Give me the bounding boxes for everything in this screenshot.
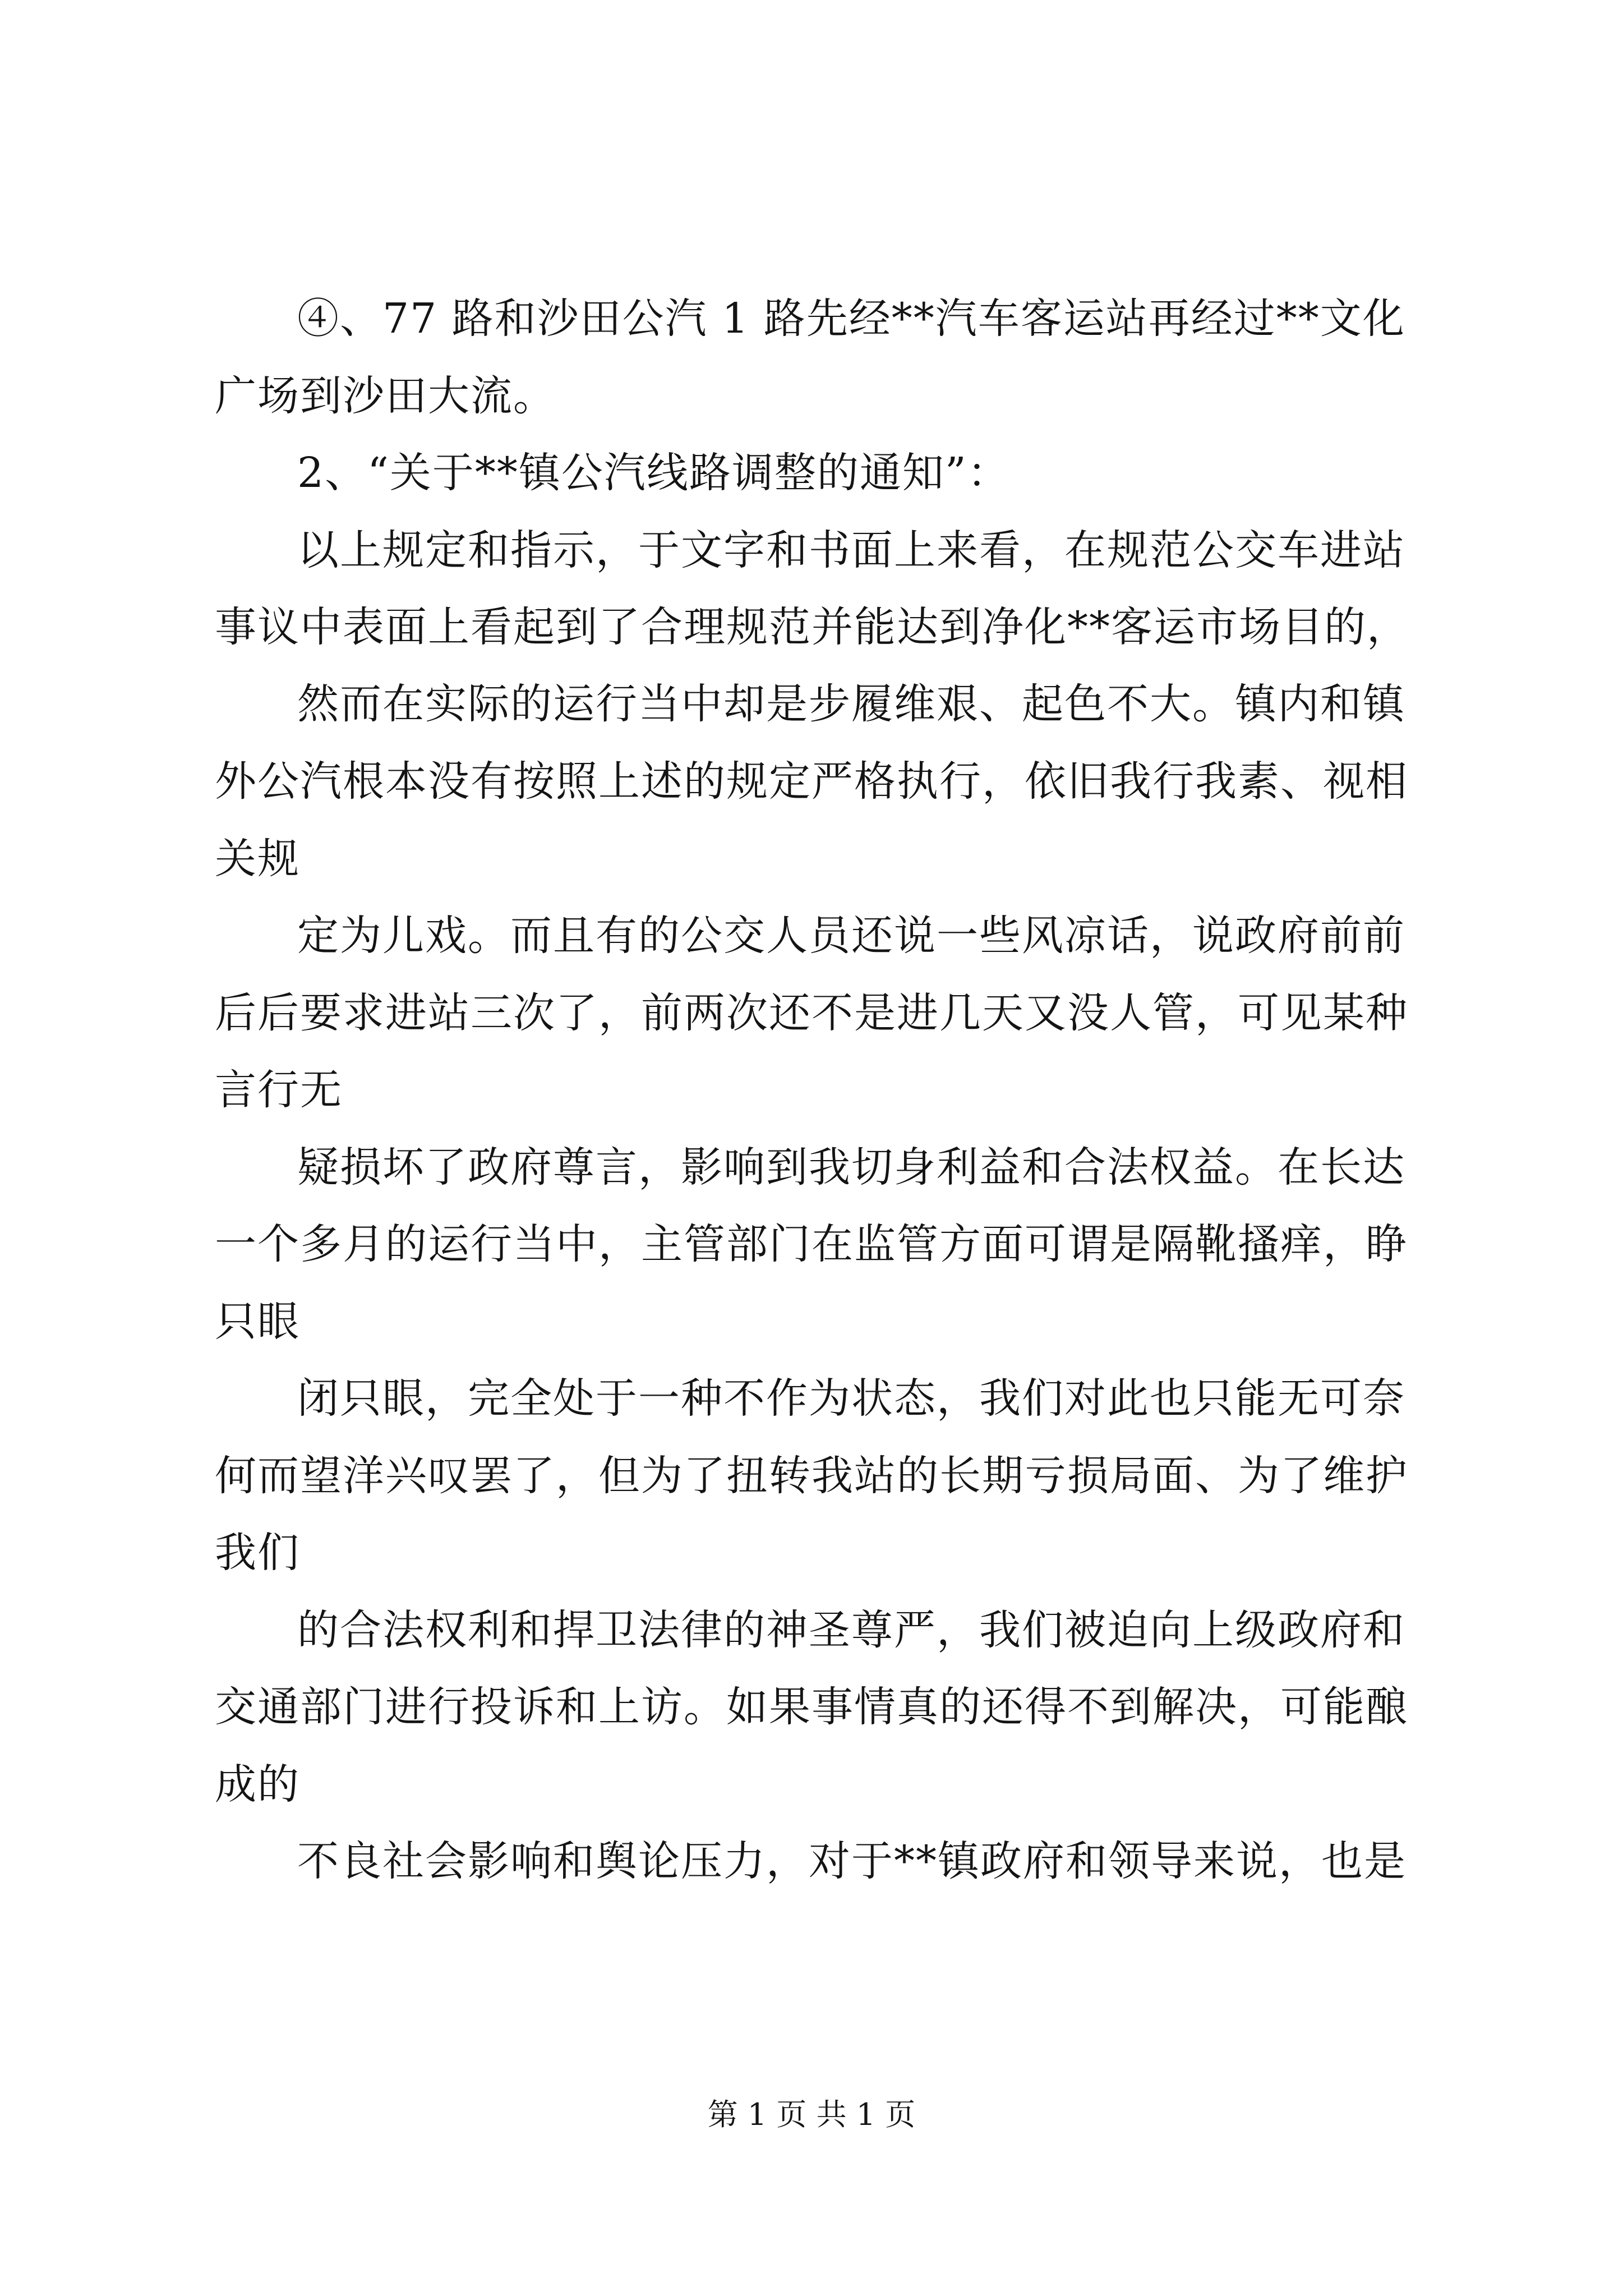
- text-line: 定为儿戏。而且有的公交人员还说一些风凉话，说政府前前: [297, 912, 1405, 960]
- text-line: 一个多月的运行当中，主管部门在监管方面可谓是隔靴搔痒，睁: [215, 1220, 1408, 1268]
- text-line: 我们: [215, 1529, 300, 1577]
- text-line: 成的: [215, 1760, 300, 1809]
- text-line: 的合法权利和捍卫法律的神圣尊严，我们被迫向上级政府和: [297, 1606, 1405, 1654]
- text-line: 只眼: [215, 1297, 300, 1346]
- text-line: 何而望洋兴叹罢了，但为了扭转我站的长期亏损局面、为了维护: [215, 1452, 1408, 1500]
- text-line: 闭只眼，完全处于一种不作为状态，我们对此也只能无可奈: [297, 1374, 1405, 1423]
- page-number-footer: 第 1 页 共 1 页: [707, 2097, 916, 2132]
- text-line: ④、77 路和沙田公汽 1 路先经**汽车客运站再经过**文化: [297, 295, 1405, 343]
- text-line: 2、“关于**镇公汽线路调整的通知”：: [297, 449, 1010, 497]
- text-line: 广场到沙田大流。: [215, 372, 556, 420]
- text-line: 疑损坏了政府尊言，影响到我切身利益和合法权益。在长达: [297, 1143, 1405, 1191]
- text-line: 事议中表面上看起到了合理规范并能达到净化**客运市场目的，: [215, 603, 1409, 651]
- text-line: 交通部门进行投诉和上访。如果事情真的还得不到解决，可能酿: [215, 1683, 1408, 1731]
- text-line: 外公汽根本没有按照上述的规定严格执行，依旧我行我素、视相: [215, 757, 1408, 806]
- text-line: 后后要求进站三次了，前两次还不是进几天又没人管，可见某种: [215, 989, 1408, 1037]
- text-line: 然而在实际的运行当中却是步履维艰、起色不大。镇内和镇: [297, 680, 1405, 728]
- text-line: 关规: [215, 835, 300, 883]
- text-line: 不良社会影响和舆论压力，对于**镇政府和领导来说，也是: [297, 1837, 1407, 1885]
- text-line: 言行无: [215, 1066, 343, 1114]
- text-line: 以上规定和指示，于文字和书面上来看，在规范公交车进站: [297, 526, 1405, 574]
